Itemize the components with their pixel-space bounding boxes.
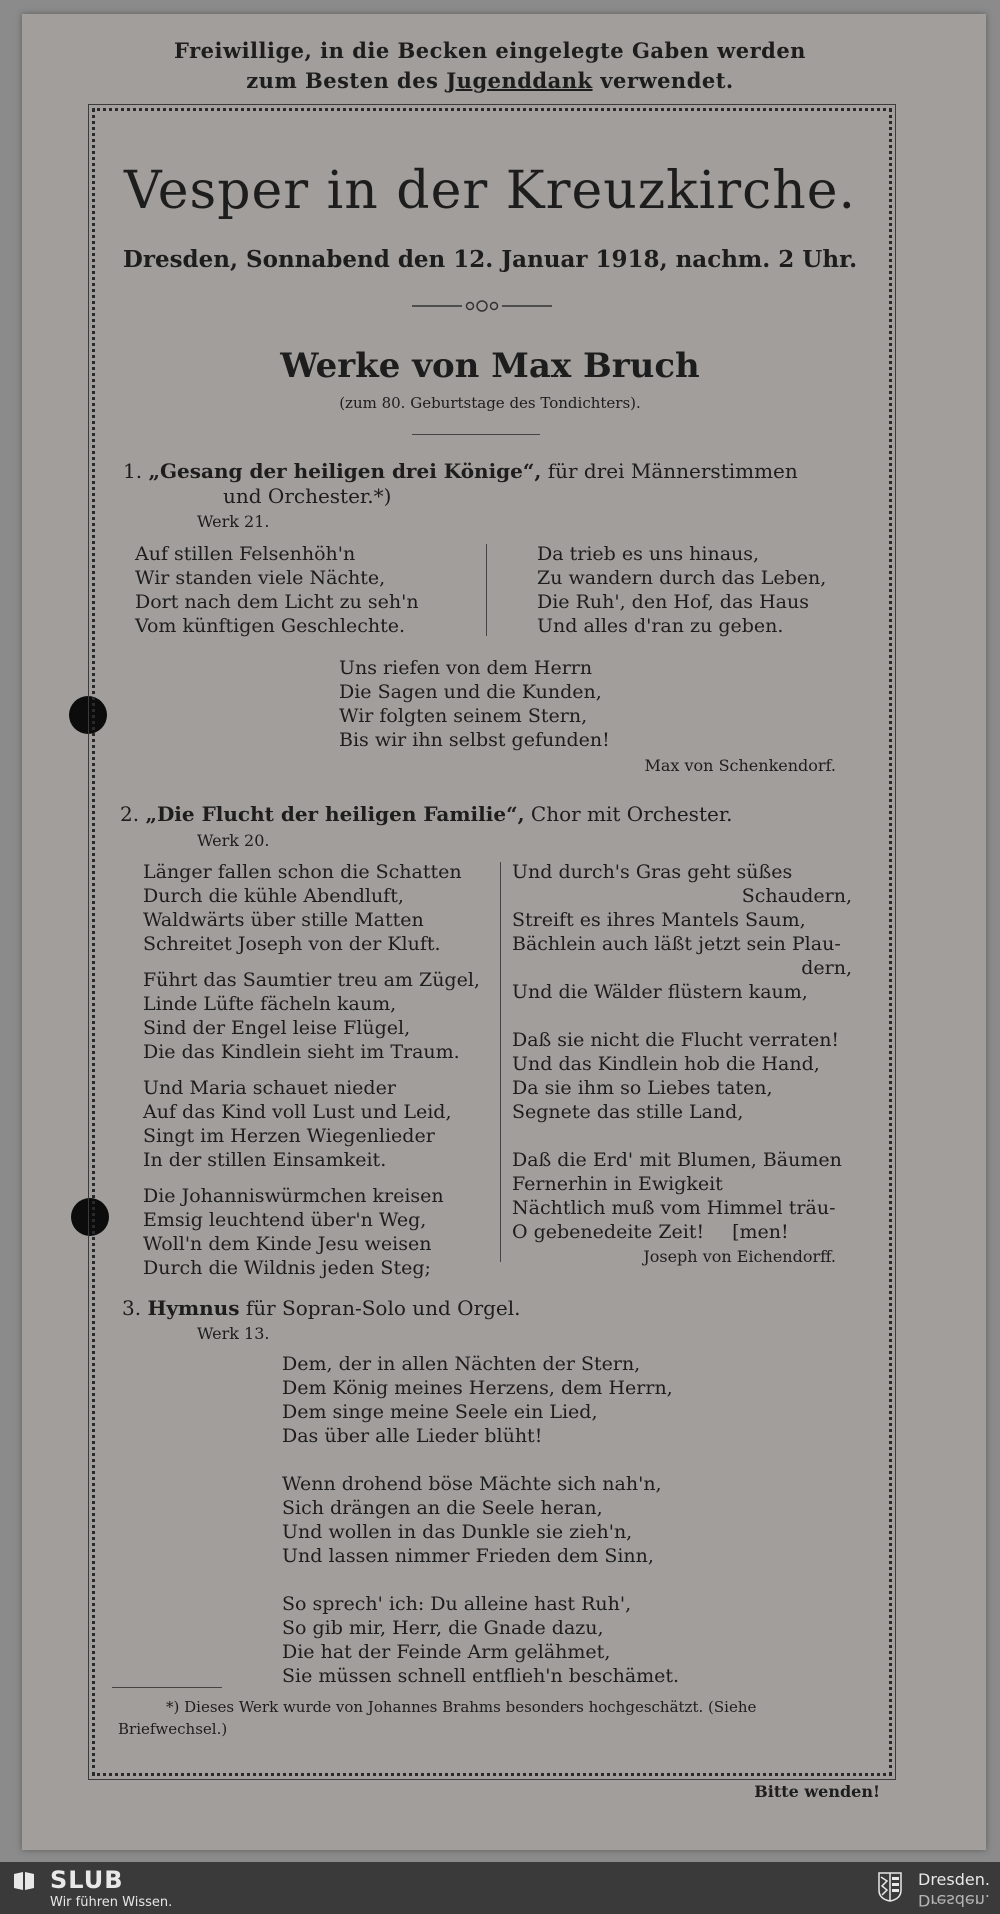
city-wordmark-mirror: Dresden. (918, 1891, 990, 1910)
piece-1-title: „Gesang der heiligen drei Könige“, (148, 459, 542, 483)
jugenddank-underlined: Jugenddank (446, 68, 593, 93)
ornament-divider (412, 298, 552, 314)
divider-line (412, 434, 540, 435)
date-line: Dresden, Sonnabend den 12. Januar 1918, nachm. 2 Uhr. (122, 246, 858, 273)
slub-logo-text: SLUB (50, 1866, 124, 1894)
slub-tagline: Wir führen Wissen. (50, 1895, 173, 1910)
piece-2-right-column: Und durch's Gras geht süßes Schaudern, Streift es ihres Mantels Saum, Bächlein auch läßt jetzt sein Plau- dern, Und die Wälder flüstern kaum, Daß sie nicht die Flucht verraten! Und das Kindlein hob die Hand, Da sie ihm so Liebes taten, Segnete das stille Land, Daß die Erd' mit Blumen, Bäumen Fernerhin in Ewigkeit Nächtlich muß vom Himmel träu- O gebenedeite Zeit! [men! (512, 861, 852, 1243)
donation-notice (100, 36, 880, 96)
piece-3-title: Hymnus (147, 1296, 240, 1320)
works-heading: Werke von Max Bruch (280, 346, 700, 386)
slub-logo-icon (12, 1870, 36, 1892)
page-title: Vesper in der Kreuzkirche. (123, 161, 857, 221)
column-separator (486, 544, 487, 636)
piece-2-author: Joseph von Eichendorff. (643, 1247, 836, 1266)
piece-1-left-stanza: Auf stillen Felsenhöh'n Wir standen viele Nächte, Dort nach dem Licht zu seh'n Vom künftigen Geschlechte. (135, 543, 419, 637)
piece-1-heading: 1. „Gesang der heiligen drei Könige“, für drei Männerstimmen und Orchester.*) (123, 459, 798, 508)
column-separator (500, 862, 501, 1262)
dresden-coat-of-arms-icon (878, 1872, 902, 1902)
works-subheading: (zum 80. Geburtstage des Tondichters). (339, 394, 641, 412)
piece-1-right-stanza: Da trieb es uns hinaus, Zu wandern durch das Leben, Die Ruh', den Hof, das Haus Und alles d'ran zu geben. (537, 543, 827, 637)
footnote: *) Dieses Werk wurde von Johannes Brahms besonders hochgeschätzt. (Siehe Briefwechsel.) (118, 1698, 757, 1738)
piece-1-author: Max von Schenkendorf. (644, 756, 836, 775)
piece-3-text: Dem, der in allen Nächten der Stern, Dem König meines Herzens, dem Herrn, Dem singe meine Seele ein Lied, Das über alle Lieder blüht! Wenn drohend böse Mächte sich nah'n, Sich drängen an die Seele heran, Und wollen in das Dunkle sie zieh'n, Und lassen nimmer Frieden dem Sinn, So sprech' ich: Du alleine hast Ruh', So gib mir, Herr, die Gnade dazu, Die hat der Feinde Arm gelähmet, Sie müssen schnell entflieh'n beschämet. (282, 1353, 680, 1687)
footnote-rule (112, 1687, 222, 1688)
piece-1-opus: Werk 21. (197, 512, 270, 531)
notice-line-1: Freiwillige, in die Becken eingelegte Gaben werden (174, 38, 806, 63)
turn-page-note: Bitte wenden! (754, 1782, 880, 1801)
piece-2-opus: Werk 20. (197, 831, 270, 850)
piece-1-center-stanza: Uns riefen von dem Herrn Die Sagen und die Kunden, Wir folgten seinem Stern, Bis wir ihn selbst gefunden! (339, 657, 610, 751)
piece-3-opus: Werk 13. (197, 1324, 270, 1343)
city-wordmark: Dresden. (918, 1870, 990, 1889)
notice-line-2: zum Besten des Jugenddank verwendet. (246, 68, 734, 93)
piece-3-heading: 3. Hymnus für Sopran-Solo und Orgel. (122, 1296, 521, 1320)
piece-2-left-column: Länger fallen schon die Schatten Durch die kühle Abendluft, Waldwärts über stille Matten Schreitet Joseph von der Kluft. Führt das Saumtier treu am Zügel, Linde Lüfte fächeln kaum, Sind der Engel leise Flügel, Die das Kindlein sieht im Traum. Und Maria schauet nieder Auf das Kind voll Lust und Leid, Singt im Herzen Wiegenlieder In der stillen Einsamkeit. Die Johanniswürmchen kreisen Emsig leuchtend über'n Weg, Woll'n dem Kinde Jesu weisen Durch die Wildnis jeden Steg; (143, 861, 480, 1279)
footer-bar (0, 1862, 1000, 1914)
piece-2-title: „Die Flucht der heiligen Familie“, (145, 802, 525, 826)
piece-2-heading: 2. „Die Flucht der heiligen Familie“, Chor mit Orchester. (120, 802, 733, 826)
